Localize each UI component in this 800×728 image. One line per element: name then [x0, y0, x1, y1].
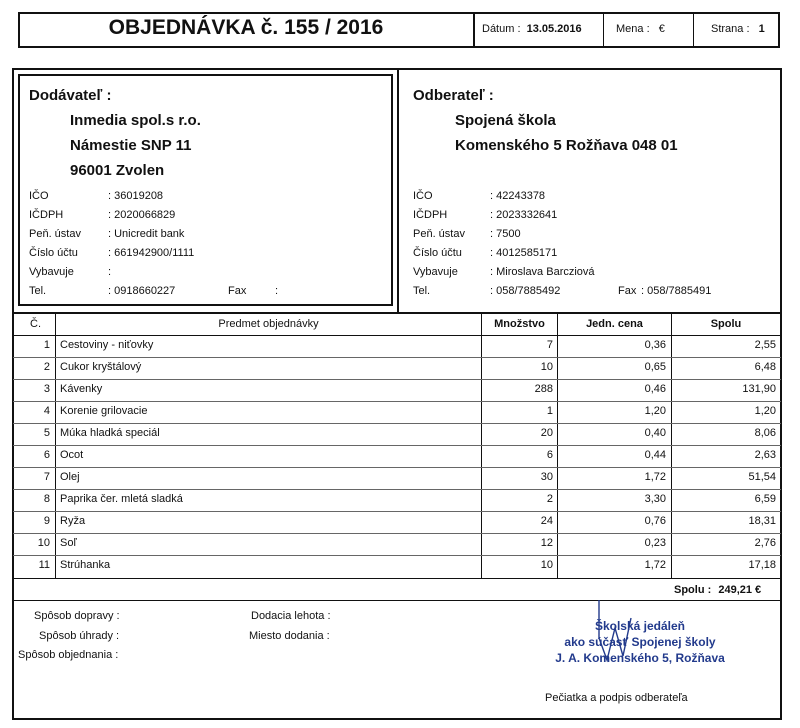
row-quantity: 30: [540, 471, 553, 483]
row-item: Ocot: [60, 449, 84, 461]
row-quantity: 288: [534, 383, 553, 395]
row-quantity: 12: [540, 537, 553, 549]
date-label: Dátum :: [482, 23, 521, 35]
supplier-icdph-label: IČDPH: [29, 209, 64, 221]
row-unit-price: 0,36: [644, 339, 666, 351]
transport-label: Spôsob dopravy :: [34, 610, 120, 622]
row-item: Cestoviny - niťovky: [60, 339, 154, 351]
buyer-tel-label: Tel.: [413, 285, 431, 297]
date-field: [482, 23, 582, 35]
row-number: 10: [37, 537, 50, 549]
buyer-handler-label: Vybavuje: [413, 266, 458, 278]
row-total: 2,76: [754, 537, 776, 549]
divider: [13, 600, 781, 601]
row-total: 8,06: [754, 427, 776, 439]
row-number: 9: [43, 515, 50, 527]
row-number: 4: [43, 405, 50, 417]
page-label: Strana :: [711, 23, 750, 35]
divider: [397, 69, 399, 312]
row-item: Korenie grilovacie: [60, 405, 148, 417]
col-header-total: Spolu: [710, 318, 742, 330]
row-divider: [13, 489, 781, 490]
buyer-heading: Odberateľ :: [413, 87, 494, 104]
row-total: 18,31: [748, 515, 776, 527]
row-quantity: 10: [540, 361, 553, 373]
supplier-street: Námestie SNP 11: [70, 137, 192, 154]
stamp-line-1: Školská jedáleň: [594, 619, 686, 633]
date-value: 13.05.2016: [526, 23, 582, 35]
buyer-fax-label: Fax: [618, 285, 637, 297]
supplier-city: 96001 Zvolen: [70, 162, 165, 179]
page-field: [711, 23, 765, 35]
supplier-fax-label: Fax: [228, 285, 247, 297]
buyer-account-value: : 4012585171: [490, 247, 558, 259]
row-total: 131,90: [742, 383, 776, 395]
row-unit-price: 0,76: [644, 515, 666, 527]
row-item: Múka hladká speciál: [60, 427, 160, 439]
supplier-ico-value: : 36019208: [108, 190, 164, 202]
row-number: 8: [43, 493, 50, 505]
ordering-label: Spôsob objednania :: [18, 649, 119, 661]
buyer-name: Spojená škola: [455, 112, 556, 129]
row-total: 17,18: [748, 559, 776, 571]
buyer-handler-value: : Miroslava Barcziová: [490, 266, 595, 278]
supplier-ico-label: IČO: [29, 190, 49, 202]
payment-label: Spôsob úhrady :: [39, 630, 120, 642]
buyer-address: Komenského 5 Rožňava 048 01: [455, 137, 678, 154]
row-number: 1: [43, 339, 50, 351]
divider: [473, 13, 475, 47]
row-item: Strúhanka: [60, 559, 111, 571]
row-total: 1,20: [754, 405, 776, 417]
supplier-fax-value: :: [275, 285, 279, 297]
delivery-place-label: Miesto dodania :: [249, 630, 330, 642]
row-total: 51,54: [748, 471, 776, 483]
row-divider: [13, 401, 781, 402]
divider: [693, 13, 694, 47]
row-divider: [13, 467, 781, 468]
row-number: 5: [43, 427, 50, 439]
row-unit-price: 0,23: [644, 537, 666, 549]
signature: [585, 598, 645, 668]
row-unit-price: 0,46: [644, 383, 666, 395]
supplier-account-label: Číslo účtu: [29, 247, 78, 259]
buyer-bank-value: : 7500: [490, 228, 521, 240]
supplier-tel-label: Tel.: [29, 285, 47, 297]
col-header-qty: Množstvo: [494, 318, 545, 330]
row-number: 7: [43, 471, 50, 483]
row-item: Kávenky: [60, 383, 103, 395]
row-number: 2: [43, 361, 50, 373]
row-divider: [13, 379, 781, 380]
col-header-no: Č.: [30, 318, 41, 330]
row-quantity: 20: [540, 427, 553, 439]
buyer-ico-value: : 42243378: [490, 190, 546, 202]
row-total: 2,63: [754, 449, 776, 461]
document-title: OBJEDNÁVKA č. 155 / 2016: [108, 16, 384, 39]
row-unit-price: 1,72: [644, 471, 666, 483]
row-total: 6,48: [754, 361, 776, 373]
buyer-tel-value: : 058/7885492: [490, 285, 561, 297]
divider: [13, 335, 781, 336]
row-unit-price: 1,72: [644, 559, 666, 571]
row-total: 2,55: [754, 339, 776, 351]
row-number: 6: [43, 449, 50, 461]
grand-total-label: Spolu :: [674, 584, 712, 596]
row-quantity: 2: [546, 493, 553, 505]
row-quantity: 7: [546, 339, 553, 351]
buyer-account-label: Číslo účtu: [413, 247, 462, 259]
row-unit-price: 0,44: [644, 449, 666, 461]
stamp-line-2: ako súčasť Spojenej školy: [564, 635, 716, 649]
supplier-name: Inmedia spol.s r.o.: [70, 112, 201, 129]
row-item: Cukor kryštálový: [60, 361, 142, 373]
row-quantity: 24: [540, 515, 553, 527]
buyer-fax-value: : 058/7885491: [641, 285, 712, 297]
delivery-term-label: Dodacia lehota :: [251, 610, 331, 622]
row-divider: [13, 533, 781, 534]
row-item: Paprika čer. mletá sladká: [60, 493, 183, 505]
row-item: Soľ: [60, 537, 77, 549]
row-unit-price: 1,20: [644, 405, 666, 417]
supplier-account-value: : 661942900/1111: [108, 247, 195, 259]
buyer-bank-label: Peň. ústav: [413, 228, 465, 240]
row-number: 3: [43, 383, 50, 395]
row-divider: [13, 357, 781, 358]
row-divider: [13, 555, 781, 556]
row-unit-price: 0,65: [644, 361, 666, 373]
grand-total-value: 249,21 €: [718, 584, 762, 596]
row-divider: [13, 511, 781, 512]
row-quantity: 1: [546, 405, 553, 417]
grand-total: [674, 584, 761, 596]
currency-field: [616, 23, 665, 35]
divider: [603, 13, 604, 47]
row-divider: [13, 445, 781, 446]
currency-label: Mena :: [616, 23, 650, 35]
row-item: Olej: [60, 471, 80, 483]
supplier-icdph-value: : 2020066829: [108, 209, 176, 221]
buyer-icdph-label: IČDPH: [413, 209, 448, 221]
signature-label: Pečiatka a podpis odberateľa: [545, 692, 688, 704]
row-divider: [13, 423, 781, 424]
buyer-icdph-value: : 2023332641: [490, 209, 558, 221]
supplier-handler-label: Vybavuje: [29, 266, 74, 278]
col-header-price: Jedn. cena: [586, 318, 643, 330]
divider: [13, 312, 781, 314]
buyer-ico-label: IČO: [413, 190, 433, 202]
row-quantity: 10: [540, 559, 553, 571]
row-item: Ryža: [60, 515, 86, 527]
row-number: 11: [38, 559, 50, 571]
supplier-box: [18, 74, 393, 306]
currency-value: €: [658, 23, 665, 35]
row-unit-price: 3,30: [644, 493, 666, 505]
divider: [13, 578, 781, 579]
col-header-item: Predmet objednávky: [218, 318, 319, 330]
row-total: 6,59: [754, 493, 776, 505]
row-quantity: 6: [546, 449, 553, 461]
supplier-tel-value: : 0918660227: [108, 285, 176, 297]
stamp-line-3: J. A. Komenského 5, Rožňava: [555, 651, 725, 665]
supplier-bank-value: : Unicredit bank: [108, 228, 185, 240]
page-value: 1: [758, 23, 765, 35]
supplier-bank-label: Peň. ústav: [29, 228, 81, 240]
supplier-heading: Dodávateľ :: [29, 87, 112, 104]
row-unit-price: 0,40: [644, 427, 666, 439]
supplier-handler-value: :: [108, 266, 112, 278]
